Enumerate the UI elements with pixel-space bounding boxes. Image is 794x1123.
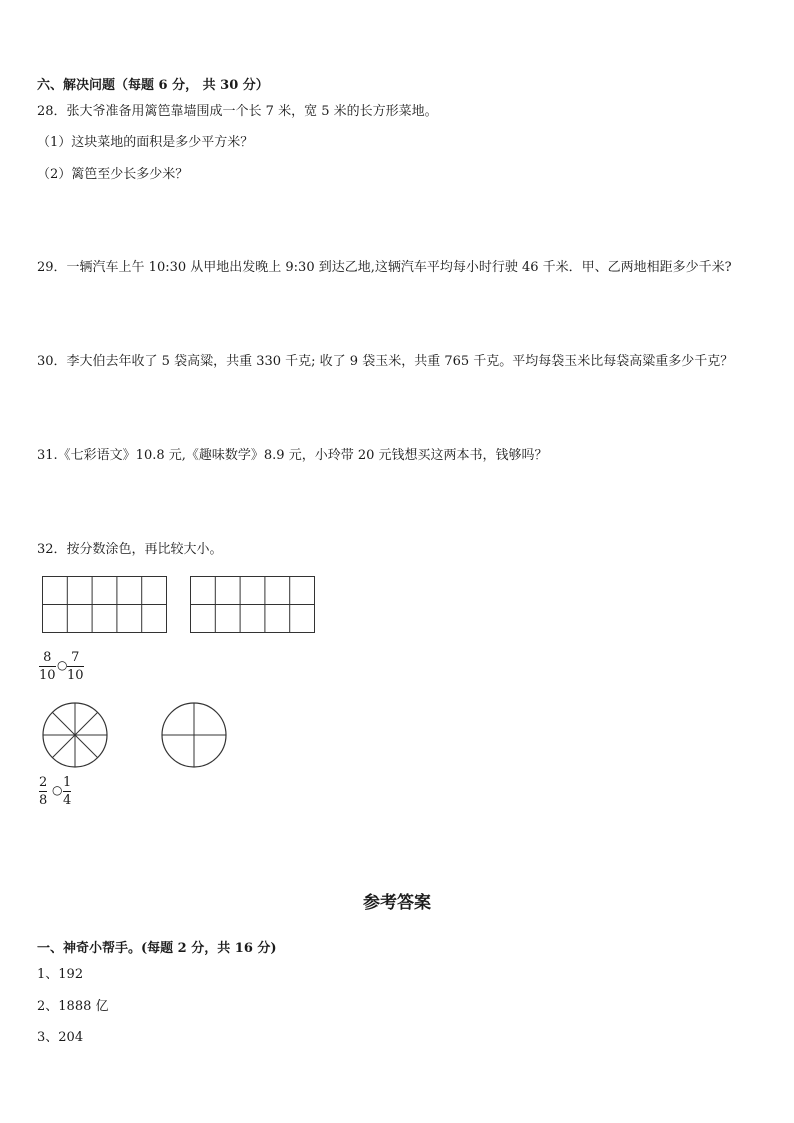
denominator: 4 [63, 793, 72, 808]
denominator: 8 [39, 793, 48, 808]
denominator: 10 [39, 668, 56, 683]
compare-blank[interactable]: ○ [52, 783, 63, 797]
question-29: 29．一辆汽车上午 10:30 从甲地出发晚上 9:30 到达乙地,这辆汽车平均每小时行驶 46 千米．甲、乙两地相距多少千米? [37, 260, 732, 275]
denominator: 10 [67, 668, 84, 683]
numerator: 8 [43, 650, 52, 665]
grid-right [190, 576, 316, 634]
question-28-part-1: （1）这块菜地的面积是多少平方米？ [37, 135, 254, 150]
question-32: 32．按分数涂色，再比较大小。 [37, 542, 223, 557]
answer-item: 3、204 [37, 1030, 84, 1045]
numerator: 7 [71, 650, 80, 665]
answer-item: 1、192 [37, 967, 84, 982]
question-30: 30．李大伯去年收了 5 袋高粱，共重 330 千克; 收了 9 袋玉米，共重 765 千克。平均每袋玉米比每袋高粱重多少千克？ [37, 354, 734, 369]
answers-title: 参考答案 [363, 893, 431, 913]
section-heading: 六、解决问题（每题 6 分， 共 30 分） [37, 78, 269, 93]
circle-quarters [160, 701, 228, 769]
fraction-8-10 [39, 650, 56, 683]
circle-eighths [41, 701, 109, 769]
question-31: 31.《七彩语文》10.8 元,《趣味数学》8.9 元，小玲带 20 元钱想买这两本书，钱够吗？ [37, 448, 548, 463]
answers-section-heading: 一、神奇小帮手。(每题 2 分，共 16 分) [37, 941, 277, 956]
fraction-1-4 [63, 775, 71, 808]
numerator: 1 [63, 775, 72, 790]
fraction-7-10 [67, 650, 84, 683]
grid-left [42, 576, 168, 634]
answer-item: 2、1888 亿 [37, 999, 109, 1014]
compare-blank[interactable]: ○ [57, 658, 68, 672]
question-28-part-2: （2）篱笆至少长多少米？ [37, 167, 189, 182]
question-28: 28．张大爷准备用篱笆靠墙围成一个长 7 米，宽 5 米的长方形菜地。 [37, 104, 438, 119]
numerator: 2 [39, 775, 48, 790]
fraction-2-8 [39, 775, 47, 808]
